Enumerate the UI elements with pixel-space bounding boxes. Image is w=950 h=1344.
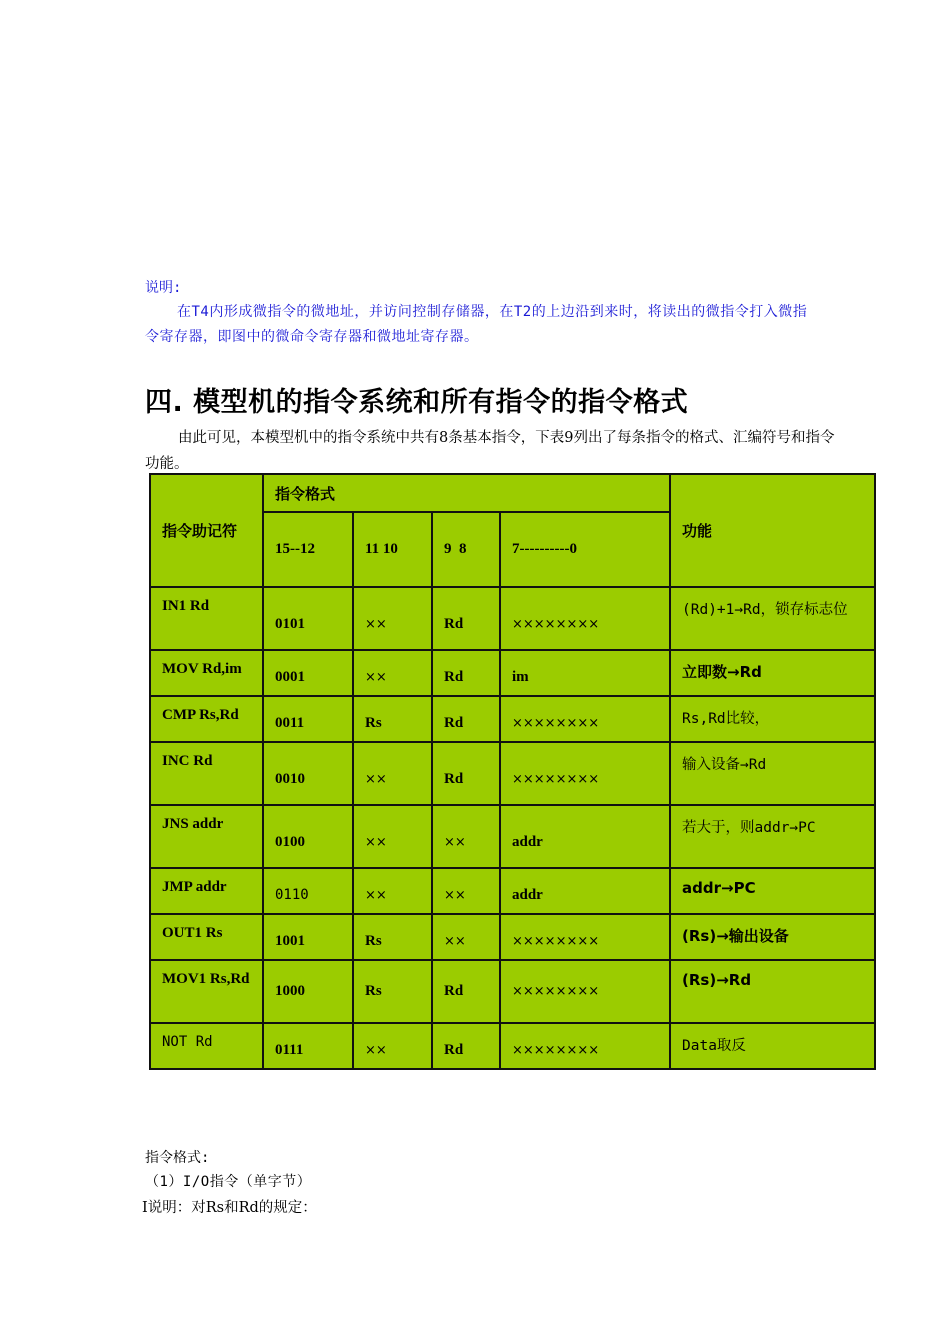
row-bits-9-8: Rd [432, 960, 500, 1023]
note-text: 在T4内形成微指令的微地址，并访问控制存储器，在T2的上边沿到来时，将读出的微指令打入微指令寄存器，即图中的微命令寄存器和微地址寄存器。 [145, 304, 808, 345]
row-bits-9-8: Rd [432, 696, 500, 742]
row-bits-11-10: ×× [353, 805, 432, 868]
row-bits-9-8: Rd [432, 650, 500, 696]
header-format: 指令格式 [263, 474, 670, 512]
header-bits-11-10: 11 10 [353, 512, 432, 587]
row-opcode: 1001 [263, 914, 353, 960]
section-intro: 由此可见，本模型机中的指令系统中共有8条基本指令，下表9列出了每条指令的格式、汇编符号和指令功能。 [145, 430, 835, 472]
table-row [150, 805, 875, 868]
row-bits-11-10: Rs [353, 696, 432, 742]
header-bits-15-12: 15--12 [263, 512, 353, 587]
note-label: 说明: [145, 280, 182, 296]
row-bits-9-8: Rd [432, 587, 500, 650]
table-row [150, 650, 875, 696]
row-mnemonic: IN1 Rd [150, 587, 263, 650]
row-function: 输入设备→Rd [670, 742, 875, 805]
row-bits-9-8: Rd [432, 1023, 500, 1069]
row-opcode: 0001 [263, 650, 353, 696]
row-bits-7-0: addr [500, 868, 670, 914]
header-bits-7-0: 7----------0 [500, 512, 670, 587]
format-label: 指令格式: [145, 1150, 210, 1166]
table-header-row [150, 474, 875, 512]
row-function: Data取反 [670, 1023, 875, 1069]
row-opcode: 1000 [263, 960, 353, 1023]
register-note: I说明：对Rs和Rd的规定： [142, 1200, 317, 1216]
io-instruction-label: （1）I/O指令（单字节） [145, 1174, 312, 1190]
row-bits-9-8: ×× [432, 805, 500, 868]
row-bits-11-10: Rs [353, 960, 432, 1023]
row-bits-11-10: ×× [353, 650, 432, 696]
section-heading: 四. 模型机的指令系统和所有指令的指令格式 [145, 387, 689, 418]
row-bits-7-0: ×××××××× [500, 960, 670, 1023]
header-function: 功能 [670, 474, 875, 587]
row-mnemonic: JMP addr [150, 868, 263, 914]
row-mnemonic: MOV1 Rs,Rd [150, 960, 263, 1023]
header-bits-9-8: 9 8 [432, 512, 500, 587]
row-mnemonic: CMP Rs,Rd [150, 696, 263, 742]
row-bits-11-10: ×× [353, 1023, 432, 1069]
table-row [150, 696, 875, 742]
row-mnemonic: JNS addr [150, 805, 263, 868]
table-row [150, 1023, 875, 1069]
row-function: Rs,Rd比较， [670, 696, 875, 742]
row-opcode: 0101 [263, 587, 353, 650]
table-row [150, 742, 875, 805]
instruction-table [149, 473, 876, 1070]
row-bits-7-0: addr [500, 805, 670, 868]
row-bits-7-0: ×××××××× [500, 696, 670, 742]
header-mnemonic: 指令助记符 [150, 474, 263, 587]
row-function: 立即数→Rd [670, 650, 875, 696]
row-opcode: 0111 [263, 1023, 353, 1069]
row-function: 若大于，则addr→PC [670, 805, 875, 868]
row-bits-7-0: im [500, 650, 670, 696]
row-bits-7-0: ×××××××× [500, 1023, 670, 1069]
row-bits-7-0: ×××××××× [500, 587, 670, 650]
row-mnemonic: INC Rd [150, 742, 263, 805]
row-opcode: 0010 [263, 742, 353, 805]
row-bits-11-10: ×× [353, 742, 432, 805]
row-bits-11-10: Rs [353, 914, 432, 960]
row-bits-7-0: ×××××××× [500, 742, 670, 805]
row-function: (Rs)→输出设备 [670, 914, 875, 960]
row-mnemonic: NOT Rd [150, 1023, 263, 1069]
row-function: (Rd)+1→Rd，锁存标志位 [670, 587, 875, 650]
row-function: (Rs)→Rd [670, 960, 875, 1023]
row-function: addr→PC [670, 868, 875, 914]
row-opcode: 0100 [263, 805, 353, 868]
row-mnemonic: OUT1 Rs [150, 914, 263, 960]
table-row [150, 868, 875, 914]
row-bits-9-8: Rd [432, 742, 500, 805]
table-row [150, 587, 875, 650]
row-bits-11-10: ×× [353, 587, 432, 650]
row-opcode: 0011 [263, 696, 353, 742]
row-bits-9-8: ×× [432, 868, 500, 914]
table-row [150, 914, 875, 960]
row-mnemonic: MOV Rd,im [150, 650, 263, 696]
row-opcode: 0110 [263, 868, 353, 914]
row-bits-11-10: ×× [353, 868, 432, 914]
table-row [150, 960, 875, 1023]
row-bits-9-8: ×× [432, 914, 500, 960]
row-bits-7-0: ×××××××× [500, 914, 670, 960]
